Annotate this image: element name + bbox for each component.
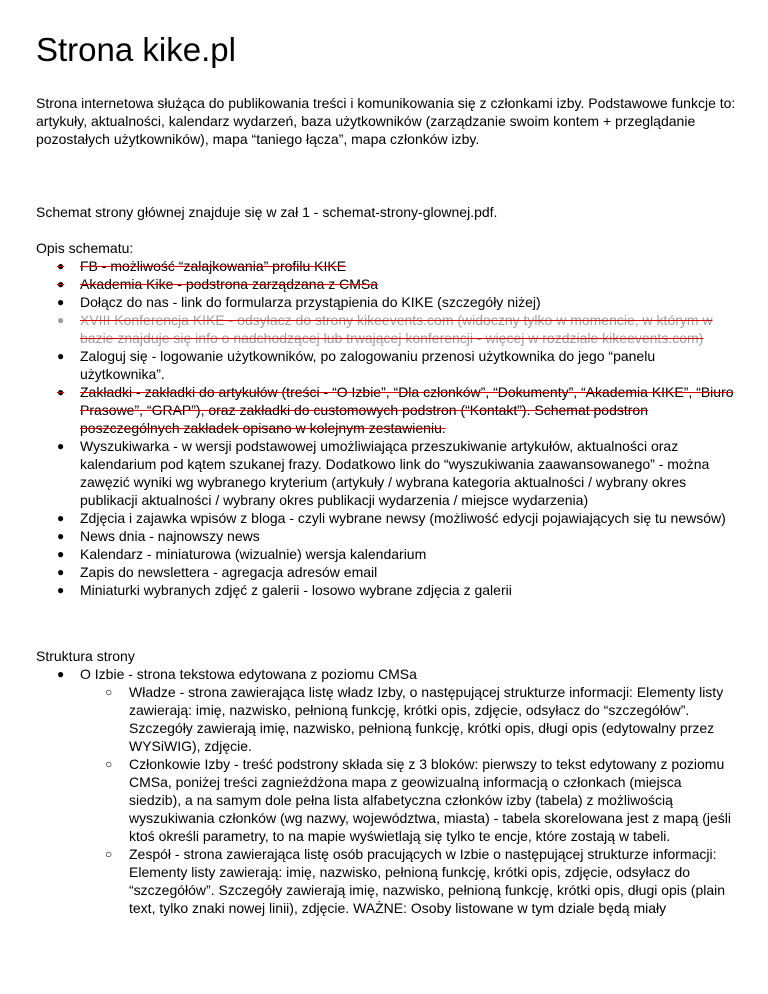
structure-subitem-text: Władze - strona zawierająca listę władz Izby, o następującej strukturze informacji: Elementy listy zawierają: imię, nazwisko, pełnioną funkcję, krótki opis, zdjęcie, odsyłacz do “szczegółów”. Szczegóły zawierają imię, nazwisko, pełnioną funkcję, krótki opis, długi opis (edytowalny przez WYSiWIG), zdjęcie. [129, 684, 724, 754]
sub-bullet-icon: ○ [105, 757, 113, 771]
structure-heading: Struktura strony [36, 648, 135, 664]
bullet-icon: ● [57, 439, 65, 453]
schema-list-item-text: FB - możliwość “zalajkowania” profilu KIKE [80, 258, 347, 274]
bullet-icon: ● [57, 529, 65, 543]
schema-list-item-text: Miniaturki wybranych zdjęć z galerii - losowo wybrane zdjęcia z galerii [80, 582, 512, 598]
schema-list-item [36, 437, 736, 509]
schema-list-item [36, 311, 736, 347]
structure-list [36, 665, 736, 917]
structure-subitem-zespol [36, 845, 736, 917]
schema-list-item [36, 545, 736, 563]
schema-reference: Schemat strony głównej znajduje się w zał 1 - schemat-strony-glownej.pdf. [36, 204, 498, 220]
schema-list-item-text: News dnia - najnowszy news [80, 528, 260, 544]
intro-paragraph: Strona internetowa służąca do publikowania treści i komunikowania się z członkami izby. Podstawowe funkcje to: artykuły, aktualności, kalendarz wydarzeń, baza użytkowników (zarządzanie swoim kontem + przeglądanie pozostałych użytkowników), mapa “taniego łącza”, mapa członków izby. [36, 95, 736, 147]
schema-list-item [36, 257, 736, 275]
bullet-icon: ● [57, 295, 65, 309]
bullet-icon: ● [57, 349, 65, 363]
schema-list-item [36, 527, 736, 545]
schema-list-item-text: Akademia Kike - podstrona zarządzana z CMSa [80, 276, 379, 292]
schema-list-item [36, 509, 736, 527]
structure-subitem-wladze [36, 683, 736, 755]
schema-list-item-text: XVIII Konferencja KIKE - odsyłacz do strony kikeevents.com (widoczny tylko w momencie, w którym w bazie znajduje się info o nadchodzącej lub trwającej konferencji - więcej w rozdziale kikeevents.com) [80, 312, 713, 346]
bullet-icon: ● [57, 511, 65, 525]
schema-list-item-text: Zakładki - zakładki do artykułów (treści - “O Izbie”, “Dla członków”, “Dokumenty”, “Akademia KIKE”, “Biuro Prasowe”, “GRAP”), oraz zakładki do customowych podstron (“Kontakt”). Schemat podstron poszczególnych zakładek opisano w kolejnym zestawieniu. [80, 384, 734, 436]
schema-list-item [36, 347, 736, 383]
schema-list-item-text: Zaloguj się - logowanie użytkowników, po zalogowaniu przenosi użytkownika do jego “panelu użytkownika”. [80, 348, 656, 382]
bullet-icon: ● [57, 547, 65, 561]
schema-list-item [36, 293, 736, 311]
structure-item-text: O Izbie - strona tekstowa edytowana z poziomu CMSa [80, 666, 417, 682]
sub-bullet-icon: ○ [105, 685, 113, 699]
schema-list-item [36, 563, 736, 581]
bullet-icon: ● [57, 313, 65, 327]
schema-list-item [36, 275, 736, 293]
schema-list-item-text: Zapis do newslettera - agregacja adresów email [80, 564, 378, 580]
structure-subitem-czlonkowie [36, 755, 736, 845]
schema-bullet-list [36, 257, 736, 599]
bullet-icon: ● [57, 667, 65, 681]
bullet-icon: ● [57, 565, 65, 579]
schema-list-item-text: Dołącz do nas - link do formularza przystąpienia do KIKE (szczegóły niżej) [80, 294, 541, 310]
schema-heading: Opis schematu: [36, 240, 134, 256]
structure-item-o-izbie [36, 665, 736, 683]
structure-subitem-text: Członkowie Izby - treść podstrony składa się z 3 bloków: pierwszy to tekst edytowany z poziomu CMSa, poniżej treści zagnieżdżona mapa z geowizualną informacją o członkach (miejsca siedzib), a na samym dole pełna lista alfabetyczna członków izby (tabela) z możliwością wyszukiwania członków (wg nazwy, województwa, miasta) - tabela skorelowana jest z mapą (jeśli ktoś określi parametry, to na mapie wyświetlają się tylko te encje, które zostają w tabeli. [129, 756, 731, 844]
schema-list-item-text: Kalendarz - miniaturowa (wizualnie) wersja kalendarium [80, 546, 427, 562]
schema-list-item-text: Wyszukiwarka - w wersji podstawowej umożliwiająca przeszukiwanie artykułów, aktualności oraz kalendarium pod kątem szukanej frazy. Dodatkowo link do “wyszukiwania zaawansowanego” - można zawęzić wyniki wg wybranego kryterium (artykuły / wybrana kategoria aktualności / wybrany okres publikacji aktualności / wybrany okres publikacji wydarzenia / miejsce wydarzenia) [80, 438, 710, 508]
bullet-icon: ● [57, 385, 65, 399]
schema-list-item-text: Zdjęcia i zajawka wpisów z bloga - czyli wybrane newsy (możliwość edycji pojawiających się tu newsów) [80, 510, 726, 526]
schema-list-item [36, 581, 736, 599]
bullet-icon: ● [57, 259, 65, 273]
sub-bullet-icon: ○ [105, 847, 113, 861]
bullet-icon: ● [57, 277, 65, 291]
page-title: Strona kike.pl [36, 31, 236, 68]
structure-subitem-text: Zespół - strona zawierająca listę osób pracujących w Izbie o następującej strukturze informacji: Elementy listy zawierają: imię, nazwisko, pełnioną funkcję, krótki opis, zdjęcie, odsyłacz do “szczegółów”. Szczegóły zawierają imię, nazwisko, pełnioną funkcję, krótki opis, długi opis (plain text, tylko znaki nowej linii), zdjęcie. WAŻNE: Osoby listowane w tym dziale będą miały [129, 846, 726, 916]
schema-list-item [36, 383, 736, 437]
bullet-icon: ● [57, 583, 65, 597]
